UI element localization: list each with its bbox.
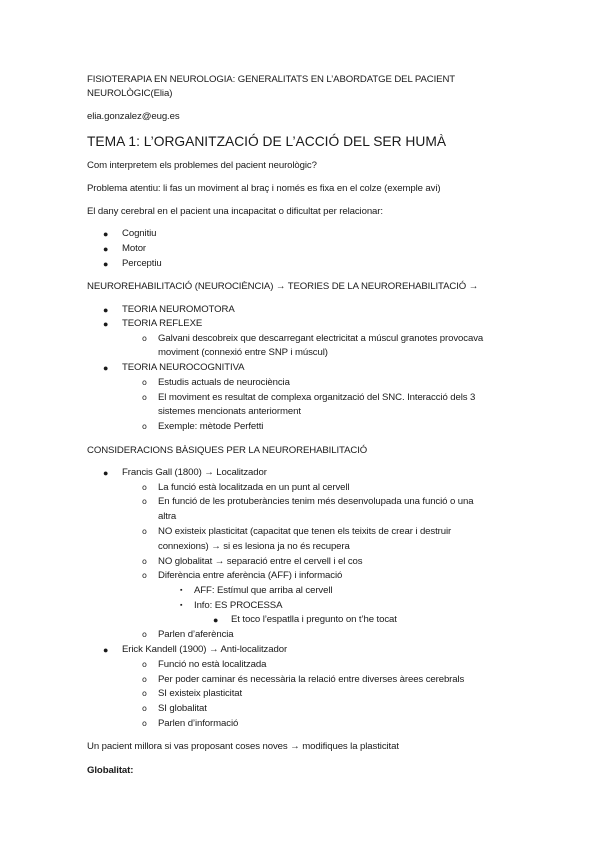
- patient-improves-line: Un pacient millora si vas proposant coses noves → modifiques la plasticitat: [87, 741, 399, 752]
- bullet-circle: o: [142, 571, 147, 580]
- course-title-line-2: NEUROLÒGIC(Elia): [87, 88, 173, 99]
- kandell-point-walking: Per poder caminar és necessària la relació entre diverses àrees cerebrals: [158, 674, 465, 685]
- neuroscience-studies: Estudis actuals de neurociència: [158, 377, 290, 388]
- bullet-circle: o: [142, 675, 147, 684]
- gall-point-plasticity-1: NO existeix plasticitat (capacitat que tenen els teixits de crear i destruir: [158, 526, 452, 537]
- aff-definition: AFF: Estímul que arriba al cervell: [194, 585, 333, 596]
- bullet-circle: o: [142, 497, 147, 506]
- list-item-perceptiu: Perceptiu: [122, 258, 162, 269]
- gall-point-globality: NO globalitat → separació entre el cervell i el cos: [158, 556, 363, 567]
- gall-point-localized: La funció està localitzada en un punt al cervell: [158, 482, 350, 493]
- gall-point-afference: Diferència entre aferència (AFF) i informació: [158, 570, 343, 581]
- bullet-circle: o: [142, 660, 147, 669]
- list-item-motor: Motor: [122, 243, 147, 254]
- kandell-heading: Erick Kandell (1900) → Anti-localitzador: [122, 644, 288, 655]
- info-definition: Info: ES PROCESSA: [194, 600, 283, 611]
- bullet-circle: o: [142, 630, 147, 639]
- bullet-circle: o: [142, 704, 147, 713]
- bullet-dot: ●: [103, 305, 109, 315]
- theory-reflexe: TEORIA REFLEXE: [122, 318, 203, 329]
- shoulder-example: Et toco l’espatlla i pregunto on t’he tocat: [231, 614, 397, 625]
- bullet-square: ▪: [180, 587, 183, 594]
- bullet-circle: o: [142, 719, 147, 728]
- gall-point-plasticity-2: connexions) → si es lesiona ja no és recupera: [158, 541, 350, 552]
- gall-point-protuberances-2: altra: [158, 511, 177, 522]
- neurorehab-theories-line: NEUROREHABILITACIÓ (NEUROCIÈNCIA) → TEORIES DE LA NEUROREHABILITACIÓ →: [87, 281, 479, 292]
- kandell-point-plasticity: SI existeix plasticitat: [158, 688, 243, 699]
- gall-heading: Francis Gall (1800) → Localitzador: [122, 467, 267, 478]
- kandell-point-globality: SI globalitat: [158, 703, 207, 714]
- considerations-heading: CONSIDERACIONS BÀSIQUES PER LA NEUROREHABILITACIÓ: [87, 445, 368, 456]
- bullet-circle: o: [142, 378, 147, 387]
- bullet-dot: ●: [103, 645, 109, 655]
- section-heading: TEMA 1: L’ORGANITZACIÓ DE L’ACCIÓ DEL SER HUMÀ: [87, 134, 447, 149]
- bullet-dot: ●: [103, 468, 109, 478]
- bullet-dot: ●: [213, 615, 219, 625]
- course-title-line-1: FISIOTERAPIA EN NEUROLOGIA: GENERALITATS EN L’ABORDATGE DEL PACIENT: [87, 74, 456, 85]
- bullet-circle: o: [142, 334, 147, 343]
- bullet-square: ▪: [180, 602, 183, 609]
- bullet-circle: o: [142, 393, 147, 402]
- attention-problem-line: Problema atentiu: li fas un moviment al braç i només es fixa en el colze (exemple avi): [87, 183, 441, 194]
- bullet-circle: o: [142, 483, 147, 492]
- question-line: Com interpretem els problemes del pacient neurològic?: [87, 160, 317, 171]
- gall-point-afference-talk: Parlen d’aferència: [158, 629, 234, 640]
- bullet-dot: ●: [103, 244, 109, 254]
- movement-line-1: El moviment es resultat de complexa organització del SNC. Interacció dels 3: [158, 392, 476, 403]
- kandell-point-information: Parlen d’informació: [158, 718, 239, 729]
- globality-label: Globalitat:: [87, 765, 134, 776]
- bullet-circle: o: [142, 422, 147, 431]
- kandell-point-not-localized: Funció no està localitzada: [158, 659, 267, 670]
- bullet-dot: ●: [103, 319, 109, 329]
- theory-neuromotora: TEORIA NEUROMOTORA: [122, 304, 235, 315]
- brain-damage-intro: El dany cerebral en el pacient una incapacitat o dificultat per relacionar:: [87, 206, 383, 217]
- galvani-line-2: moviment (connexió entre SNP i múscul): [158, 347, 328, 358]
- bullet-dot: ●: [103, 229, 109, 239]
- bullet-dot: ●: [103, 259, 109, 269]
- bullet-circle: o: [142, 557, 147, 566]
- galvani-line-1: Galvani descobreix que descarregant electricitat a múscul granotes provocava: [158, 333, 484, 344]
- author-email: elia.gonzalez@eug.es: [87, 111, 180, 122]
- list-item-cognitiu: Cognitiu: [122, 228, 157, 239]
- bullet-circle: o: [142, 527, 147, 536]
- perfetti-example: Exemple: mètode Perfetti: [158, 421, 264, 432]
- movement-line-2: sistemes mencionats anteriorment: [158, 406, 301, 417]
- bullet-dot: ●: [103, 363, 109, 373]
- gall-point-protuberances-1: En funció de les protuberàncies tenim més desenvolupada una funció o una: [158, 496, 474, 507]
- bullet-circle: o: [142, 689, 147, 698]
- theory-neurocognitiva: TEORIA NEUROCOGNITIVA: [122, 362, 245, 373]
